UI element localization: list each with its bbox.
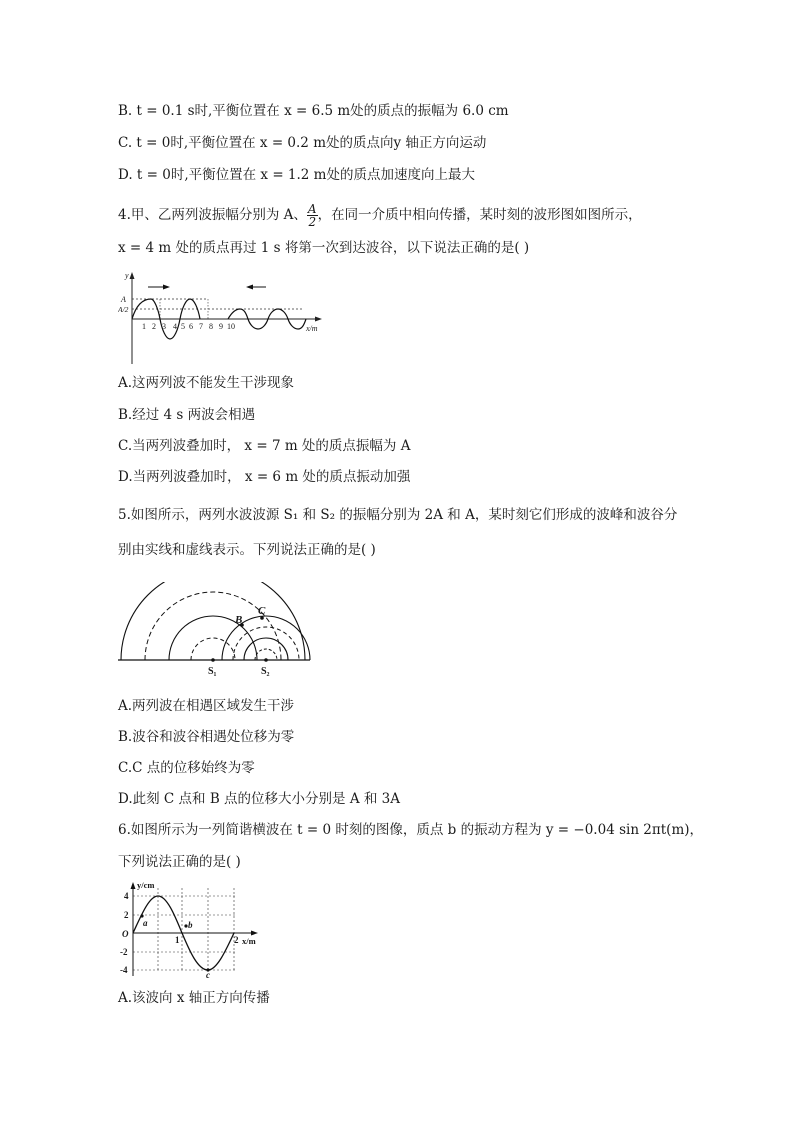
q4-stem-line1	[118, 202, 642, 228]
s2-trough-outer	[233, 627, 299, 660]
right-arrow-icon	[163, 285, 170, 290]
q4-stem-part1: 4.甲、乙两列波振幅分别为 A、	[118, 207, 307, 223]
origin-label: O	[122, 929, 129, 939]
x-axis-arrow	[251, 931, 258, 936]
y-axis-arrow	[131, 882, 136, 889]
label-c: C	[258, 605, 266, 617]
x-tick: 6	[189, 322, 193, 331]
label-b: b	[188, 920, 193, 930]
tick-a: A	[121, 295, 126, 304]
tick-a-half: A/2	[118, 305, 129, 314]
y-tick: 4	[124, 891, 129, 901]
q4-stem-part2: ，在同一介质中相向传播，某时刻的波形图如图所示，	[317, 207, 642, 223]
q6-stem-line1: 6.如图所示为一列简谐横波在 t = 0 时刻的图像，质点 b 的振动方程为 y = −0.04 sin 2πt(m)，	[118, 822, 704, 838]
x-tick: 2	[152, 322, 156, 331]
q6-option-a: A.该波向 x 轴正方向传播	[118, 990, 270, 1006]
q4-option-d: D.当两列波叠加时， x = 6 m 处的质点振动加强	[118, 469, 411, 485]
y-axis-label: y/cm	[137, 880, 155, 890]
q5-option-a: A.两列波在相遇区域发生干涉	[118, 698, 295, 714]
q5-water-wave-figure	[118, 582, 314, 678]
label-b: B	[235, 614, 243, 626]
s1-crest-outer	[121, 582, 305, 660]
x-tick: 1	[142, 322, 146, 331]
y-axis-label: y	[125, 271, 129, 280]
fraction-numerator: A	[307, 202, 317, 216]
q4-option-a: A.这两列波不能发生干涉现象	[118, 375, 295, 391]
q4-option-c: C.当两列波叠加时， x = 7 m 处的质点振幅为 A	[118, 438, 411, 454]
x-tick: 9	[219, 322, 223, 331]
left-arrow-icon	[246, 285, 253, 290]
q5-option-d: D.此刻 C 点和 B 点的位移大小分别是 A 和 3A	[118, 791, 401, 807]
q3-option-d: D. t = 0时,平衡位置在 x = 1.2 m处的质点加速度向上最大	[118, 167, 475, 183]
q3-option-c: C. t = 0时,平衡位置在 x = 0.2 m处的质点向y 轴正方向运动	[118, 135, 487, 151]
s1-trough-outer	[145, 592, 281, 660]
q4-wave-figure	[118, 268, 338, 368]
y-tick: -4	[120, 965, 128, 975]
label-c: c	[206, 970, 210, 978]
x-tick: 10	[227, 322, 235, 331]
x-axis-arrow	[315, 317, 322, 322]
label-s2: S₂	[261, 666, 270, 677]
q5-stem-line2: 别由实线和虚线表示。下列说法正确的是( )	[118, 542, 376, 558]
q5-option-b: B.波谷和波谷相遇处位移为零	[118, 729, 295, 745]
x-tick: 3	[162, 322, 166, 331]
fraction-denominator: 2	[308, 215, 317, 229]
label-a: a	[143, 918, 148, 928]
x-tick: 5	[181, 322, 185, 331]
x-axis-label: x/m	[242, 936, 256, 946]
q4-option-b: B.经过 4 s 两波会相遇	[118, 407, 256, 423]
label-s1: S₁	[208, 666, 217, 677]
x-tick-labels	[142, 322, 235, 331]
x-tick: 2	[234, 935, 239, 945]
source-s1	[211, 658, 215, 662]
source-s2	[264, 658, 268, 662]
y-axis-arrow	[130, 272, 135, 279]
y-tick: -2	[120, 947, 128, 957]
y-tick: 2	[124, 910, 129, 920]
x-tick: 4	[173, 322, 177, 331]
q4-fraction	[307, 203, 318, 228]
x-tick: 1	[175, 935, 180, 945]
s1-crest-inner	[169, 616, 257, 660]
q5-option-c: C.C 点的位移始终为零	[118, 760, 255, 776]
x-axis-label: x/m	[306, 324, 318, 333]
x-tick: 8	[209, 322, 213, 331]
s1-trough-inner	[191, 638, 235, 660]
q6-stem-line2: 下列说法正确的是( )	[118, 854, 241, 870]
q5-stem-line1: 5.如图所示，两列水波波源 S₁ 和 S₂ 的振幅分别为 2A 和 A，某时刻它们形成的波峰和波谷分	[118, 507, 678, 523]
x-tick: 7	[199, 322, 203, 331]
q4-stem-line2: x = 4 m 处的质点再过 1 s 将第一次到达波谷，以下说法正确的是( )	[118, 240, 530, 256]
q6-wave-figure	[118, 878, 268, 978]
q3-option-b: B. t = 0.1 s时,平衡位置在 x = 6.5 m处的质点的振幅为 6.0 cm	[118, 103, 509, 119]
grid	[133, 888, 236, 970]
